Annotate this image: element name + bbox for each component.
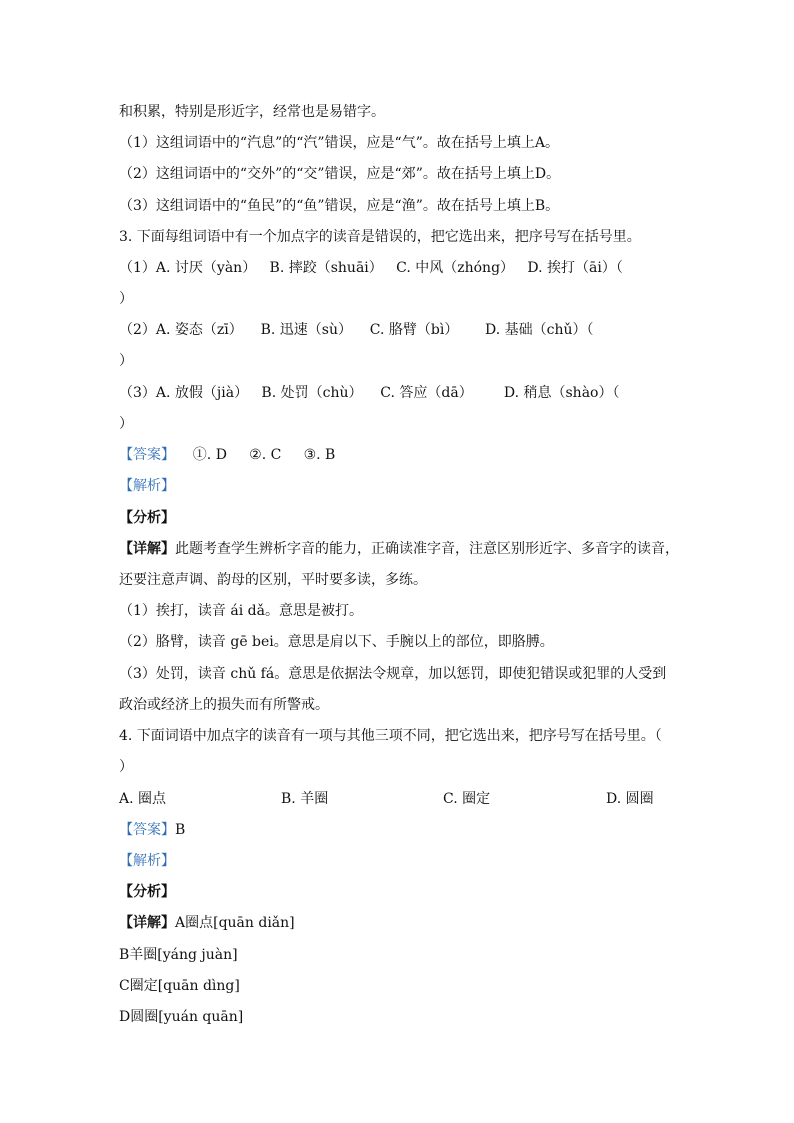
q3-analysis-tag: 【解析】 <box>119 478 175 494</box>
q3-detail-text-1: 此题考查学生辨析字音的能力，正确读准字音，注意区别形近字、多音字的读音， <box>175 541 679 557</box>
q2-explain-3: （3）这组词语中的“鱼民”的“鱼”错误，应是“渔”。故在括号上填上B。 <box>119 198 560 214</box>
q4-detail-tag: 【详解】 <box>119 915 175 931</box>
q4-answer-text: B <box>175 822 186 838</box>
q3-answer-line <box>119 445 335 465</box>
q4-stem-close: ） <box>119 759 133 775</box>
q4-option-b: B. 羊圈 <box>281 791 329 807</box>
q4-answer-tag: 【答案】 <box>119 822 175 838</box>
q2-explain-1: （1）这组词语中的“汽息”的“汽”错误，应是“气”。故在括号上填上A。 <box>119 135 559 151</box>
q4-fenxi-tag: 【分析】 <box>119 884 175 900</box>
q3-answer-tag: 【答案】 <box>119 447 175 463</box>
q3-row-2-close: ） <box>119 353 133 369</box>
q4-answer-line <box>119 820 185 840</box>
q3-fenxi-tag: 【分析】 <box>119 510 175 526</box>
q3-stem: 3. 下面每组词语中有一个加点字的读音是错误的，把它选出来，把序号写在括号里。 <box>119 229 641 245</box>
q3-row-3-close: ） <box>119 416 133 432</box>
q4-option-d: D. 圆圈 <box>606 791 654 807</box>
q3-detail-line-1 <box>119 539 679 559</box>
intro-line: 和积累，特别是形近字，经常也是易错字。 <box>119 104 385 120</box>
q3-detail-line-5: （3）处罚，读音 chǔ fá。意思是依据法令规章，加以惩罚，即使犯错误或犯罪的人受到 <box>119 666 667 682</box>
q3-detail-line-4: （2）胳臂，读音 gē bei。意思是肩以下、手腕以上的部位，即胳膊。 <box>119 634 554 650</box>
q3-detail-line-2: 还要注意声调、韵母的区别，平时要多读，多练。 <box>119 572 427 588</box>
q3-row-1: （1）A. 讨厌（yàn） B. 摔跤（shuāi） C. 中风（zhóng） D. 挨打（āi）（ <box>119 260 623 276</box>
q2-explain-2: （2）这组词语中的“交外”的“交”错误，应是“郊”。故在括号上填上D。 <box>119 166 561 182</box>
q4-detail-line-1 <box>119 913 295 933</box>
q3-detail-tag: 【详解】 <box>119 541 175 557</box>
q4-detail-text-1: A圈点[quān diǎn] <box>175 915 295 931</box>
q4-detail-line-4: D圆圈[yuán quān] <box>119 1009 244 1025</box>
q3-detail-line-6: 政治或经济上的损失而有所警戒。 <box>119 697 329 713</box>
q3-row-1-close: ） <box>119 291 133 307</box>
q3-detail-line-3: （1）挨打，读音 ái dǎ。意思是被打。 <box>119 603 363 619</box>
q4-detail-line-3: C圈定[quān dìng] <box>119 978 240 994</box>
q4-detail-line-2: B羊圈[yáng juàn] <box>119 947 238 963</box>
q3-row-2: （2）A. 姿态（zī） B. 迅速（sù） C. 胳臂（bì） D. 基础（chǔ）（ <box>119 322 594 338</box>
q4-option-c: C. 圈定 <box>443 791 491 807</box>
q4-analysis-tag: 【解析】 <box>119 853 175 869</box>
q3-answer-text: ①. D ②. C ③. B <box>175 447 336 463</box>
q4-stem: 4. 下面词语中加点字的读音有一项与其他三项不同，把它选出来，把序号写在括号里。（ <box>119 728 662 744</box>
q3-row-3: （3）A. 放假（jià） B. 处罚（chù） C. 答应（dā） D. 稍息（shào）（ <box>119 385 620 401</box>
q4-option-a: A. 圈点 <box>119 791 167 807</box>
